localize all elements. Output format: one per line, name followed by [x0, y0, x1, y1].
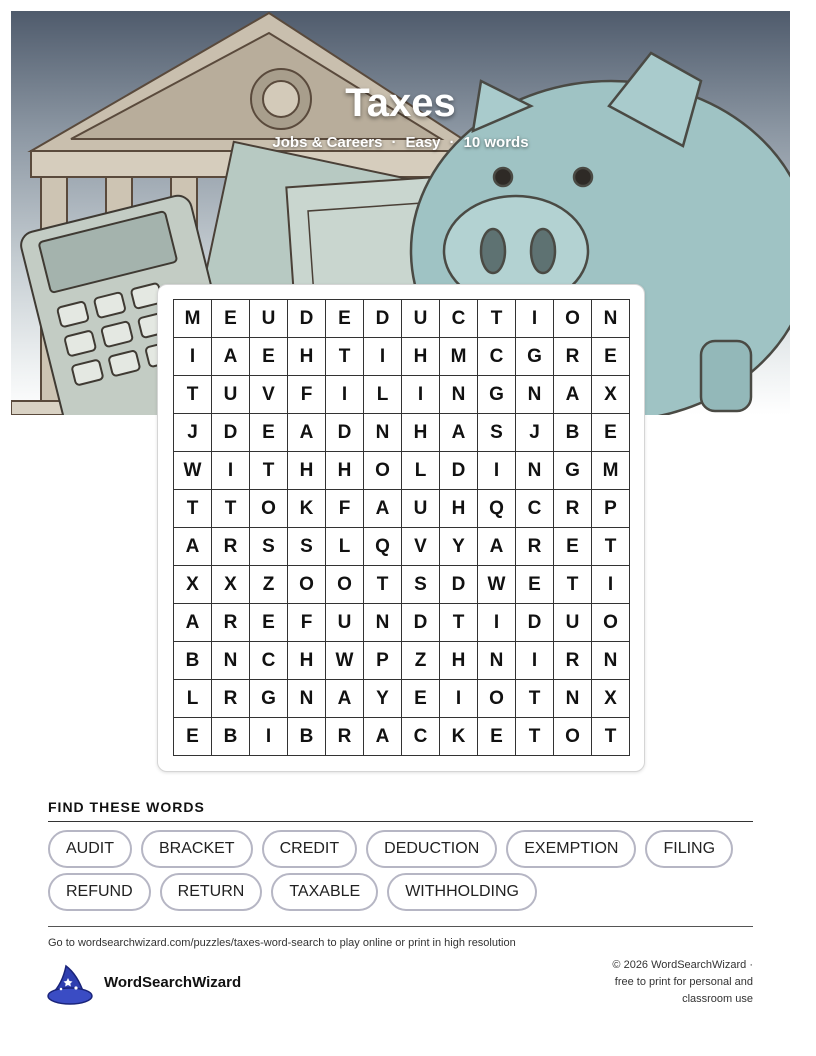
word-list-heading: FIND THESE WORDS: [48, 799, 205, 815]
grid-cell[interactable]: A: [174, 528, 212, 566]
grid-cell[interactable]: X: [592, 680, 630, 718]
grid-cell[interactable]: A: [212, 338, 250, 376]
grid-cell[interactable]: O: [554, 718, 592, 756]
grid-cell[interactable]: R: [516, 528, 554, 566]
grid-cell[interactable]: T: [516, 718, 554, 756]
grid-cell[interactable]: I: [516, 642, 554, 680]
grid-cell[interactable]: T: [440, 604, 478, 642]
grid-cell[interactable]: C: [250, 642, 288, 680]
grid-cell[interactable]: H: [402, 414, 440, 452]
grid-cell[interactable]: T: [326, 338, 364, 376]
grid-cell[interactable]: R: [326, 718, 364, 756]
grid-cell[interactable]: H: [440, 490, 478, 528]
grid-cell[interactable]: I: [478, 452, 516, 490]
grid-cell[interactable]: E: [516, 566, 554, 604]
grid-cell[interactable]: I: [402, 376, 440, 414]
grid-cell[interactable]: Z: [250, 566, 288, 604]
grid-cell[interactable]: A: [478, 528, 516, 566]
meta-separator: ·: [391, 134, 397, 151]
grid-cell[interactable]: H: [440, 642, 478, 680]
grid-cell[interactable]: J: [174, 414, 212, 452]
grid-cell[interactable]: X: [212, 566, 250, 604]
grid-cell[interactable]: A: [554, 376, 592, 414]
grid-cell[interactable]: T: [592, 528, 630, 566]
grid-cell[interactable]: I: [478, 604, 516, 642]
meta-separator: ·: [449, 134, 455, 151]
puzzle-title: Taxes: [345, 81, 456, 125]
grid-cell[interactable]: E: [250, 604, 288, 642]
grid-cell[interactable]: U: [326, 604, 364, 642]
grid-cell[interactable]: T: [592, 718, 630, 756]
word-chip: RETURN: [160, 873, 263, 911]
grid-cell[interactable]: T: [554, 566, 592, 604]
grid-cell[interactable]: K: [288, 490, 326, 528]
grid-cell[interactable]: S: [250, 528, 288, 566]
grid-cell[interactable]: Y: [440, 528, 478, 566]
grid-cell[interactable]: N: [478, 642, 516, 680]
grid-cell[interactable]: C: [478, 338, 516, 376]
grid-cell[interactable]: X: [592, 376, 630, 414]
grid-cell[interactable]: R: [554, 490, 592, 528]
grid-cell[interactable]: C: [440, 300, 478, 338]
grid-cell[interactable]: C: [402, 718, 440, 756]
grid-cell[interactable]: E: [592, 338, 630, 376]
grid-cell[interactable]: D: [440, 452, 478, 490]
grid-cell[interactable]: I: [364, 338, 402, 376]
grid-cell[interactable]: L: [174, 680, 212, 718]
word-chip: DEDUCTION: [366, 830, 497, 868]
grid-cell[interactable]: W: [174, 452, 212, 490]
grid-cell[interactable]: O: [478, 680, 516, 718]
grid-cell[interactable]: I: [174, 338, 212, 376]
grid-cell[interactable]: E: [212, 300, 250, 338]
grid-cell[interactable]: G: [516, 338, 554, 376]
grid-cell[interactable]: A: [174, 604, 212, 642]
word-list: [48, 830, 753, 911]
grid-cell[interactable]: N: [212, 642, 250, 680]
grid-cell[interactable]: Z: [402, 642, 440, 680]
grid-cell[interactable]: T: [364, 566, 402, 604]
grid-cell[interactable]: A: [364, 718, 402, 756]
grid-cell[interactable]: D: [288, 300, 326, 338]
grid-cell[interactable]: Q: [478, 490, 516, 528]
grid-cell[interactable]: T: [516, 680, 554, 718]
grid-cell[interactable]: G: [554, 452, 592, 490]
copyright-line: © 2026 WordSearchWizard ·: [612, 959, 753, 971]
word-chip: CREDIT: [262, 830, 358, 868]
grid-cell[interactable]: F: [326, 490, 364, 528]
copyright-line: classroom use: [682, 993, 753, 1005]
divider: [48, 926, 753, 927]
grid-cell[interactable]: L: [402, 452, 440, 490]
grid-cell[interactable]: M: [174, 300, 212, 338]
grid-cell[interactable]: N: [516, 452, 554, 490]
grid-cell[interactable]: U: [402, 490, 440, 528]
grid-cell[interactable]: N: [554, 680, 592, 718]
grid-cell[interactable]: Q: [364, 528, 402, 566]
grid-cell[interactable]: E: [592, 414, 630, 452]
grid-cell[interactable]: Y: [364, 680, 402, 718]
word-chip: AUDIT: [48, 830, 132, 868]
word-chip: BRACKET: [141, 830, 253, 868]
grid-cell[interactable]: O: [592, 604, 630, 642]
grid-cell[interactable]: B: [554, 414, 592, 452]
grid-cell[interactable]: O: [554, 300, 592, 338]
grid-cell[interactable]: P: [592, 490, 630, 528]
grid-cell[interactable]: I: [250, 718, 288, 756]
grid-cell[interactable]: T: [478, 300, 516, 338]
grid-cell[interactable]: N: [288, 680, 326, 718]
grid-cell[interactable]: I: [440, 680, 478, 718]
grid-cell[interactable]: V: [402, 528, 440, 566]
grid-cell[interactable]: H: [402, 338, 440, 376]
grid-cell[interactable]: I: [212, 452, 250, 490]
grid-cell[interactable]: M: [440, 338, 478, 376]
grid-cell[interactable]: F: [288, 604, 326, 642]
grid-cell[interactable]: E: [326, 300, 364, 338]
grid-cell[interactable]: I: [592, 566, 630, 604]
grid-cell[interactable]: H: [288, 452, 326, 490]
grid-cell[interactable]: L: [326, 528, 364, 566]
grid-cell[interactable]: E: [174, 718, 212, 756]
grid-cell[interactable]: T: [174, 376, 212, 414]
grid-cell[interactable]: I: [516, 300, 554, 338]
grid-cell[interactable]: S: [478, 414, 516, 452]
grid-cell[interactable]: O: [288, 566, 326, 604]
word-chip: TAXABLE: [271, 873, 378, 911]
wizard-hat-icon: [46, 964, 94, 1006]
grid-cell[interactable]: R: [554, 338, 592, 376]
grid-cell[interactable]: A: [326, 680, 364, 718]
grid-cell[interactable]: E: [250, 338, 288, 376]
grid-cell[interactable]: U: [554, 604, 592, 642]
grid-cell[interactable]: N: [364, 414, 402, 452]
grid-cell[interactable]: N: [592, 642, 630, 680]
grid-cell[interactable]: U: [250, 300, 288, 338]
grid-cell[interactable]: E: [554, 528, 592, 566]
grid-cell[interactable]: L: [364, 376, 402, 414]
grid-cell[interactable]: N: [440, 376, 478, 414]
grid-cell[interactable]: D: [440, 566, 478, 604]
grid-cell[interactable]: T: [174, 490, 212, 528]
grid-cell[interactable]: O: [250, 490, 288, 528]
grid-cell[interactable]: A: [364, 490, 402, 528]
grid-cell[interactable]: U: [212, 376, 250, 414]
puzzle-meta: [11, 134, 790, 151]
copyright-line: free to print for personal and: [614, 976, 753, 988]
grid-cell[interactable]: R: [212, 680, 250, 718]
grid-cell[interactable]: U: [402, 300, 440, 338]
grid-cell[interactable]: R: [212, 604, 250, 642]
word-chip: FILING: [645, 830, 733, 868]
divider: [48, 821, 753, 822]
grid-cell[interactable]: G: [250, 680, 288, 718]
word-chip: EXEMPTION: [506, 830, 636, 868]
grid-cell[interactable]: C: [516, 490, 554, 528]
grid-cell[interactable]: D: [326, 414, 364, 452]
brand-name: WordSearchWizard: [104, 974, 242, 991]
grid-cell[interactable]: S: [402, 566, 440, 604]
grid-cell[interactable]: H: [288, 338, 326, 376]
online-play-note: Go to wordsearchwizard.com/puzzles/taxes-word-search to play online or print in high resolution: [48, 937, 516, 949]
grid-cell[interactable]: H: [326, 452, 364, 490]
grid-cell[interactable]: D: [212, 414, 250, 452]
grid-cell[interactable]: N: [364, 604, 402, 642]
grid-cell[interactable]: D: [516, 604, 554, 642]
grid-cell[interactable]: N: [516, 376, 554, 414]
grid-cell[interactable]: X: [174, 566, 212, 604]
grid-cell[interactable]: A: [288, 414, 326, 452]
grid-cell[interactable]: K: [440, 718, 478, 756]
grid-cell[interactable]: J: [516, 414, 554, 452]
grid-cell[interactable]: V: [250, 376, 288, 414]
difficulty-label: Easy: [405, 134, 441, 151]
grid-cell[interactable]: E: [478, 718, 516, 756]
grid-cell[interactable]: M: [592, 452, 630, 490]
copyright-notice: [533, 957, 753, 1008]
grid-cell[interactable]: N: [592, 300, 630, 338]
grid-cell[interactable]: W: [478, 566, 516, 604]
grid-cell[interactable]: R: [212, 528, 250, 566]
grid-cell[interactable]: W: [326, 642, 364, 680]
grid-cell[interactable]: E: [250, 414, 288, 452]
grid-cell[interactable]: D: [364, 300, 402, 338]
grid-cell[interactable]: R: [554, 642, 592, 680]
grid-cell[interactable]: B: [174, 642, 212, 680]
grid-cell[interactable]: E: [402, 680, 440, 718]
grid-cell[interactable]: T: [212, 490, 250, 528]
grid-cell[interactable]: G: [478, 376, 516, 414]
grid-cell[interactable]: D: [402, 604, 440, 642]
puzzle-card: [157, 284, 645, 772]
grid-cell[interactable]: O: [364, 452, 402, 490]
grid-cell[interactable]: I: [326, 376, 364, 414]
letter-grid[interactable]: [173, 299, 630, 756]
grid-cell[interactable]: S: [288, 528, 326, 566]
category-label: Jobs & Careers: [272, 134, 383, 151]
word-chip: WITHHOLDING: [387, 873, 537, 911]
grid-cell[interactable]: T: [250, 452, 288, 490]
grid-cell[interactable]: B: [212, 718, 250, 756]
word-count-label: 10 words: [463, 134, 529, 151]
grid-cell[interactable]: F: [288, 376, 326, 414]
grid-cell[interactable]: P: [364, 642, 402, 680]
grid-cell[interactable]: H: [288, 642, 326, 680]
grid-cell[interactable]: B: [288, 718, 326, 756]
grid-cell[interactable]: A: [440, 414, 478, 452]
word-chip: REFUND: [48, 873, 151, 911]
grid-cell[interactable]: O: [326, 566, 364, 604]
